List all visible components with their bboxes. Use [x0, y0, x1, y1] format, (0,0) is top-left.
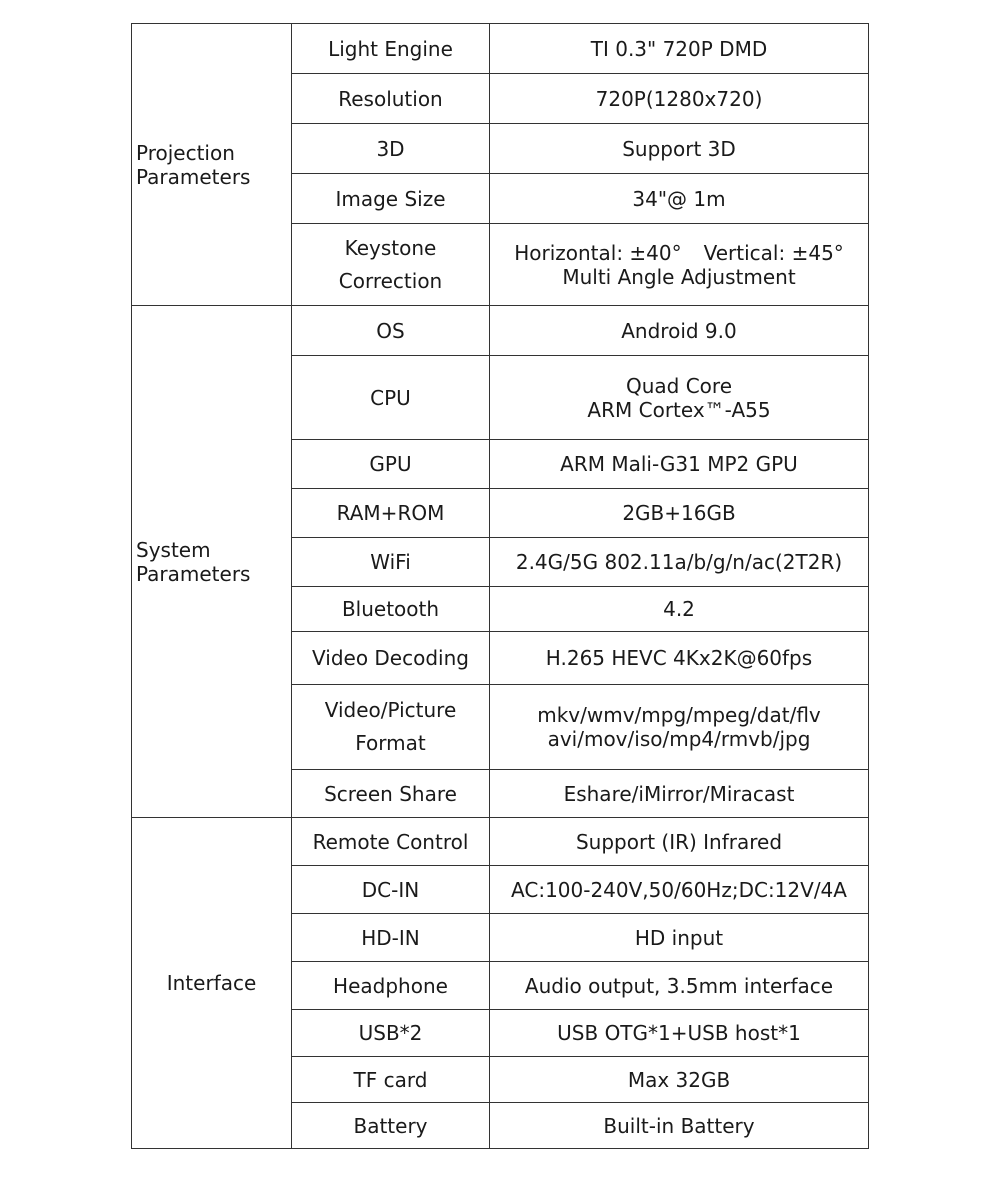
spec-value-bluetooth: 4.2	[490, 587, 869, 632]
spec-value-headphone: Audio output, 3.5mm interface	[490, 962, 869, 1010]
spec-value-hd-in: HD input	[490, 914, 869, 962]
spec-label-bluetooth: Bluetooth	[292, 587, 490, 632]
spec-label-wifi: WiFi	[292, 538, 490, 587]
spec-label-video-picture-format: Video/Picture Format	[292, 685, 490, 770]
table-row	[132, 306, 869, 356]
spec-value-resolution: 720P(1280x720)	[490, 74, 869, 124]
spec-value-light-engine: TI 0.3" 720P DMD	[490, 24, 869, 74]
spec-table	[131, 23, 869, 1149]
spec-label-ram-rom: RAM+ROM	[292, 489, 490, 538]
spec-label-dc-in: DC-IN	[292, 866, 490, 914]
group-interface: Interface	[132, 818, 292, 1149]
spec-label-tf-card: TF card	[292, 1057, 490, 1103]
spec-value-wifi: 2.4G/5G 802.11a/b/g/n/ac(2T2R)	[490, 538, 869, 587]
spec-value-battery: Built-in Battery	[490, 1103, 869, 1149]
spec-value-3d: Support 3D	[490, 124, 869, 174]
spec-value-ram-rom: 2GB+16GB	[490, 489, 869, 538]
spec-value-remote-control: Support (IR) Infrared	[490, 818, 869, 866]
spec-value-video-decoding: H.265 HEVC 4Kx2K@60fps	[490, 632, 869, 685]
spec-value-gpu: ARM Mali-G31 MP2 GPU	[490, 440, 869, 489]
spec-value-keystone-correction: Horizontal: ±40° Vertical: ±45° Multi Angle Adjustment	[490, 224, 869, 306]
spec-label-image-size: Image Size	[292, 174, 490, 224]
spec-label-light-engine: Light Engine	[292, 24, 490, 74]
table-row	[132, 24, 869, 74]
spec-label-3d: 3D	[292, 124, 490, 174]
spec-label-battery: Battery	[292, 1103, 490, 1149]
spec-label-remote-control: Remote Control	[292, 818, 490, 866]
group-projection-parameters: Projection Parameters	[132, 24, 292, 306]
spec-value-tf-card: Max 32GB	[490, 1057, 869, 1103]
spec-value-screen-share: Eshare/iMirror/Miracast	[490, 770, 869, 818]
group-system-parameters: System Parameters	[132, 306, 292, 818]
spec-label-keystone-correction: Keystone Correction	[292, 224, 490, 306]
spec-label-video-decoding: Video Decoding	[292, 632, 490, 685]
spec-label-headphone: Headphone	[292, 962, 490, 1010]
spec-value-cpu: Quad Core ARM Cortex™-A55	[490, 356, 869, 440]
spec-label-resolution: Resolution	[292, 74, 490, 124]
spec-value-video-picture-format: mkv/wmv/mpg/mpeg/dat/flv avi/mov/iso/mp4/rmvb/jpg	[490, 685, 869, 770]
spec-value-image-size: 34"@ 1m	[490, 174, 869, 224]
spec-value-dc-in: AC:100-240V,50/60Hz;DC:12V/4A	[490, 866, 869, 914]
spec-label-cpu: CPU	[292, 356, 490, 440]
spec-value-usb: USB OTG*1+USB host*1	[490, 1010, 869, 1057]
table-row	[132, 818, 869, 866]
spec-label-screen-share: Screen Share	[292, 770, 490, 818]
spec-label-hd-in: HD-IN	[292, 914, 490, 962]
spec-label-gpu: GPU	[292, 440, 490, 489]
spec-label-os: OS	[292, 306, 490, 356]
spec-label-usb: USB*2	[292, 1010, 490, 1057]
spec-value-os: Android 9.0	[490, 306, 869, 356]
